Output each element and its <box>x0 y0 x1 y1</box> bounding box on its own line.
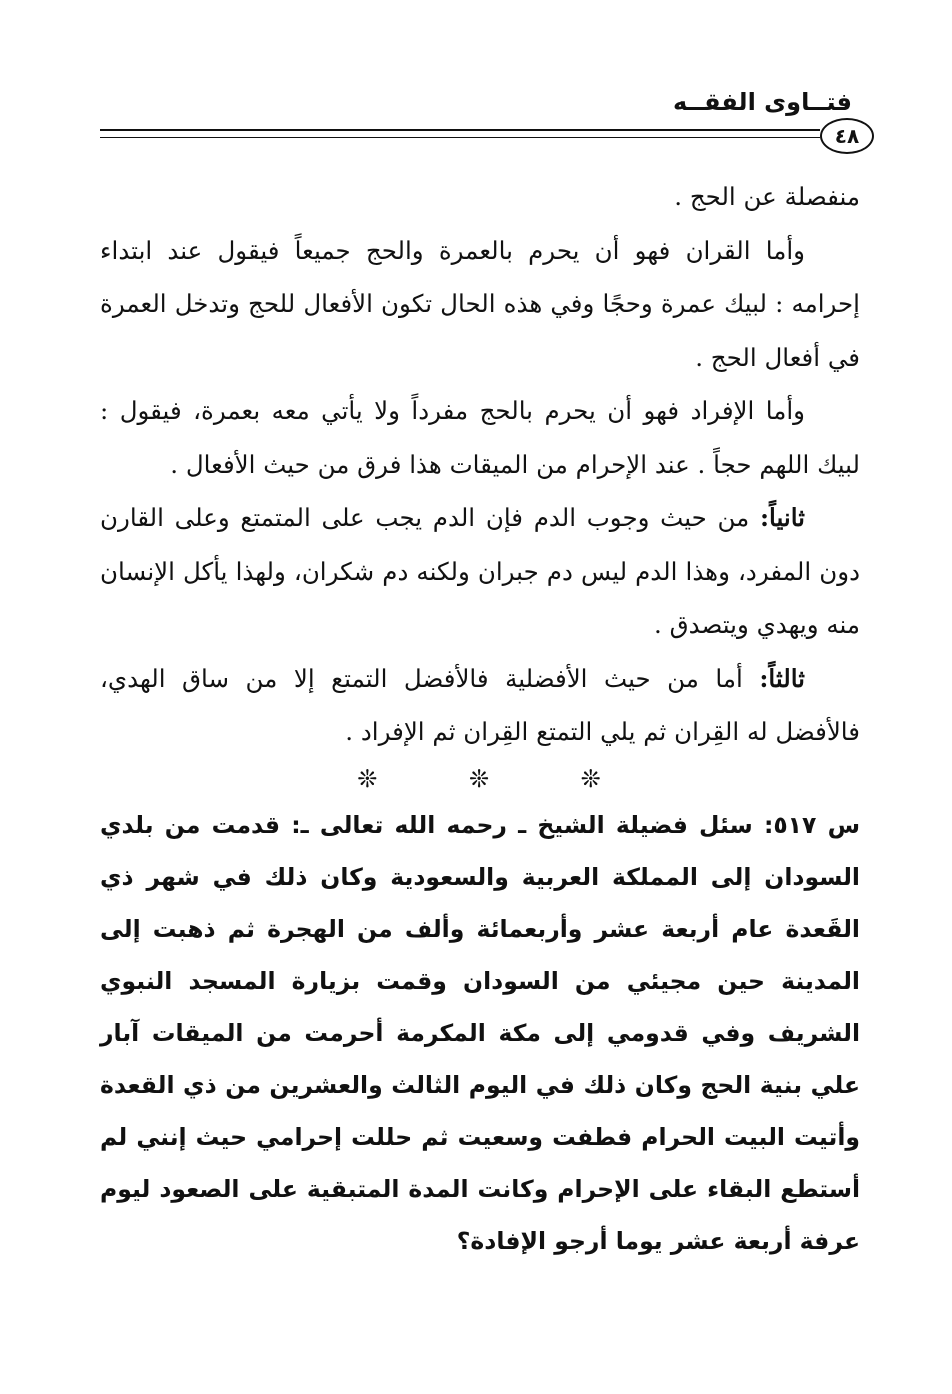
paragraph-qiran: وأما القران فهو أن يحرم بالعمرة والحج جميعاً فيقول عند ابتداء إحرامه : لبيك عمرة وحجًا وفي هذه الحال تكون الأفعال للحج وتدخل العمرة في أفعال الحج . <box>100 235 860 372</box>
paragraph-second-point <box>100 491 860 652</box>
paragraph-ifrad: وأما الإفراد فهو أن يحرم بالحج مفرداً ولا يأتي معه بعمرة، فيقول : لبيك اللهم حجاً . عند الإحرام من الميقات هذا فرق من حيث الأفعال . <box>100 396 860 479</box>
paragraph-third-point <box>100 652 860 759</box>
section-divider: ❊ ❊ ❊ <box>357 764 643 793</box>
header-rule <box>100 129 820 138</box>
third-point-label: ثالثاً: <box>759 663 805 693</box>
question-number: س ٥١٧: <box>763 810 860 839</box>
second-point-label: ثانياً: <box>759 503 805 532</box>
page-number: ٤٨ <box>834 124 860 148</box>
question-text: سئل فضيلة الشيخ ـ رحمه الله تعالى ـ: قدمت من بلدي السودان إلى المملكة العربية والسعودية وكان ذلك في شهر ذي القَعدة عام أربعة عشر وأربعمائة وألف من الهجرة ثم ذهبت إلى المدينة حين مجيئي من السودان وقمت بزيارة المسجد النبوي الشريف وفي قدومي إلى مكة المكرمة أحرمت من الميقات آبار علي بنية الحج وكان ذلك في اليوم الثالث والعشرين من ذي القعدة وأتيت البيت الحرام فطفت وسعيت ثم حللت إحرامي حيث إنني لم أستطع البقاء على الإحرام وكانت المدة المتبقية على الصعود ليوم عرفة أربعة عشر يوما أرجو الإفادة؟ <box>100 810 860 1255</box>
paragraph-continuation: منفصلة عن الحج . <box>674 182 860 211</box>
running-title: فتــاوى الفقــه <box>673 88 852 116</box>
third-point-text: أما من حيث الأفضلية فالأفضل التمتع إلا من ساق الهدي، فالأفضل له القِران ثم يلي التمتع القِران ثم الإفراد . <box>100 663 860 746</box>
page-body <box>100 170 860 1267</box>
question-paragraph <box>100 799 860 1267</box>
page-number-badge <box>820 118 874 154</box>
second-point-text: من حيث وجوب الدم فإن الدم يجب على المتمتع وعلى القارن دون المفرد، وهذا الدم ليس دم جبران ولكنه دم شكران، ولهذا يأكل الإنسان منه ويهدي ويتصدق . <box>100 503 860 639</box>
